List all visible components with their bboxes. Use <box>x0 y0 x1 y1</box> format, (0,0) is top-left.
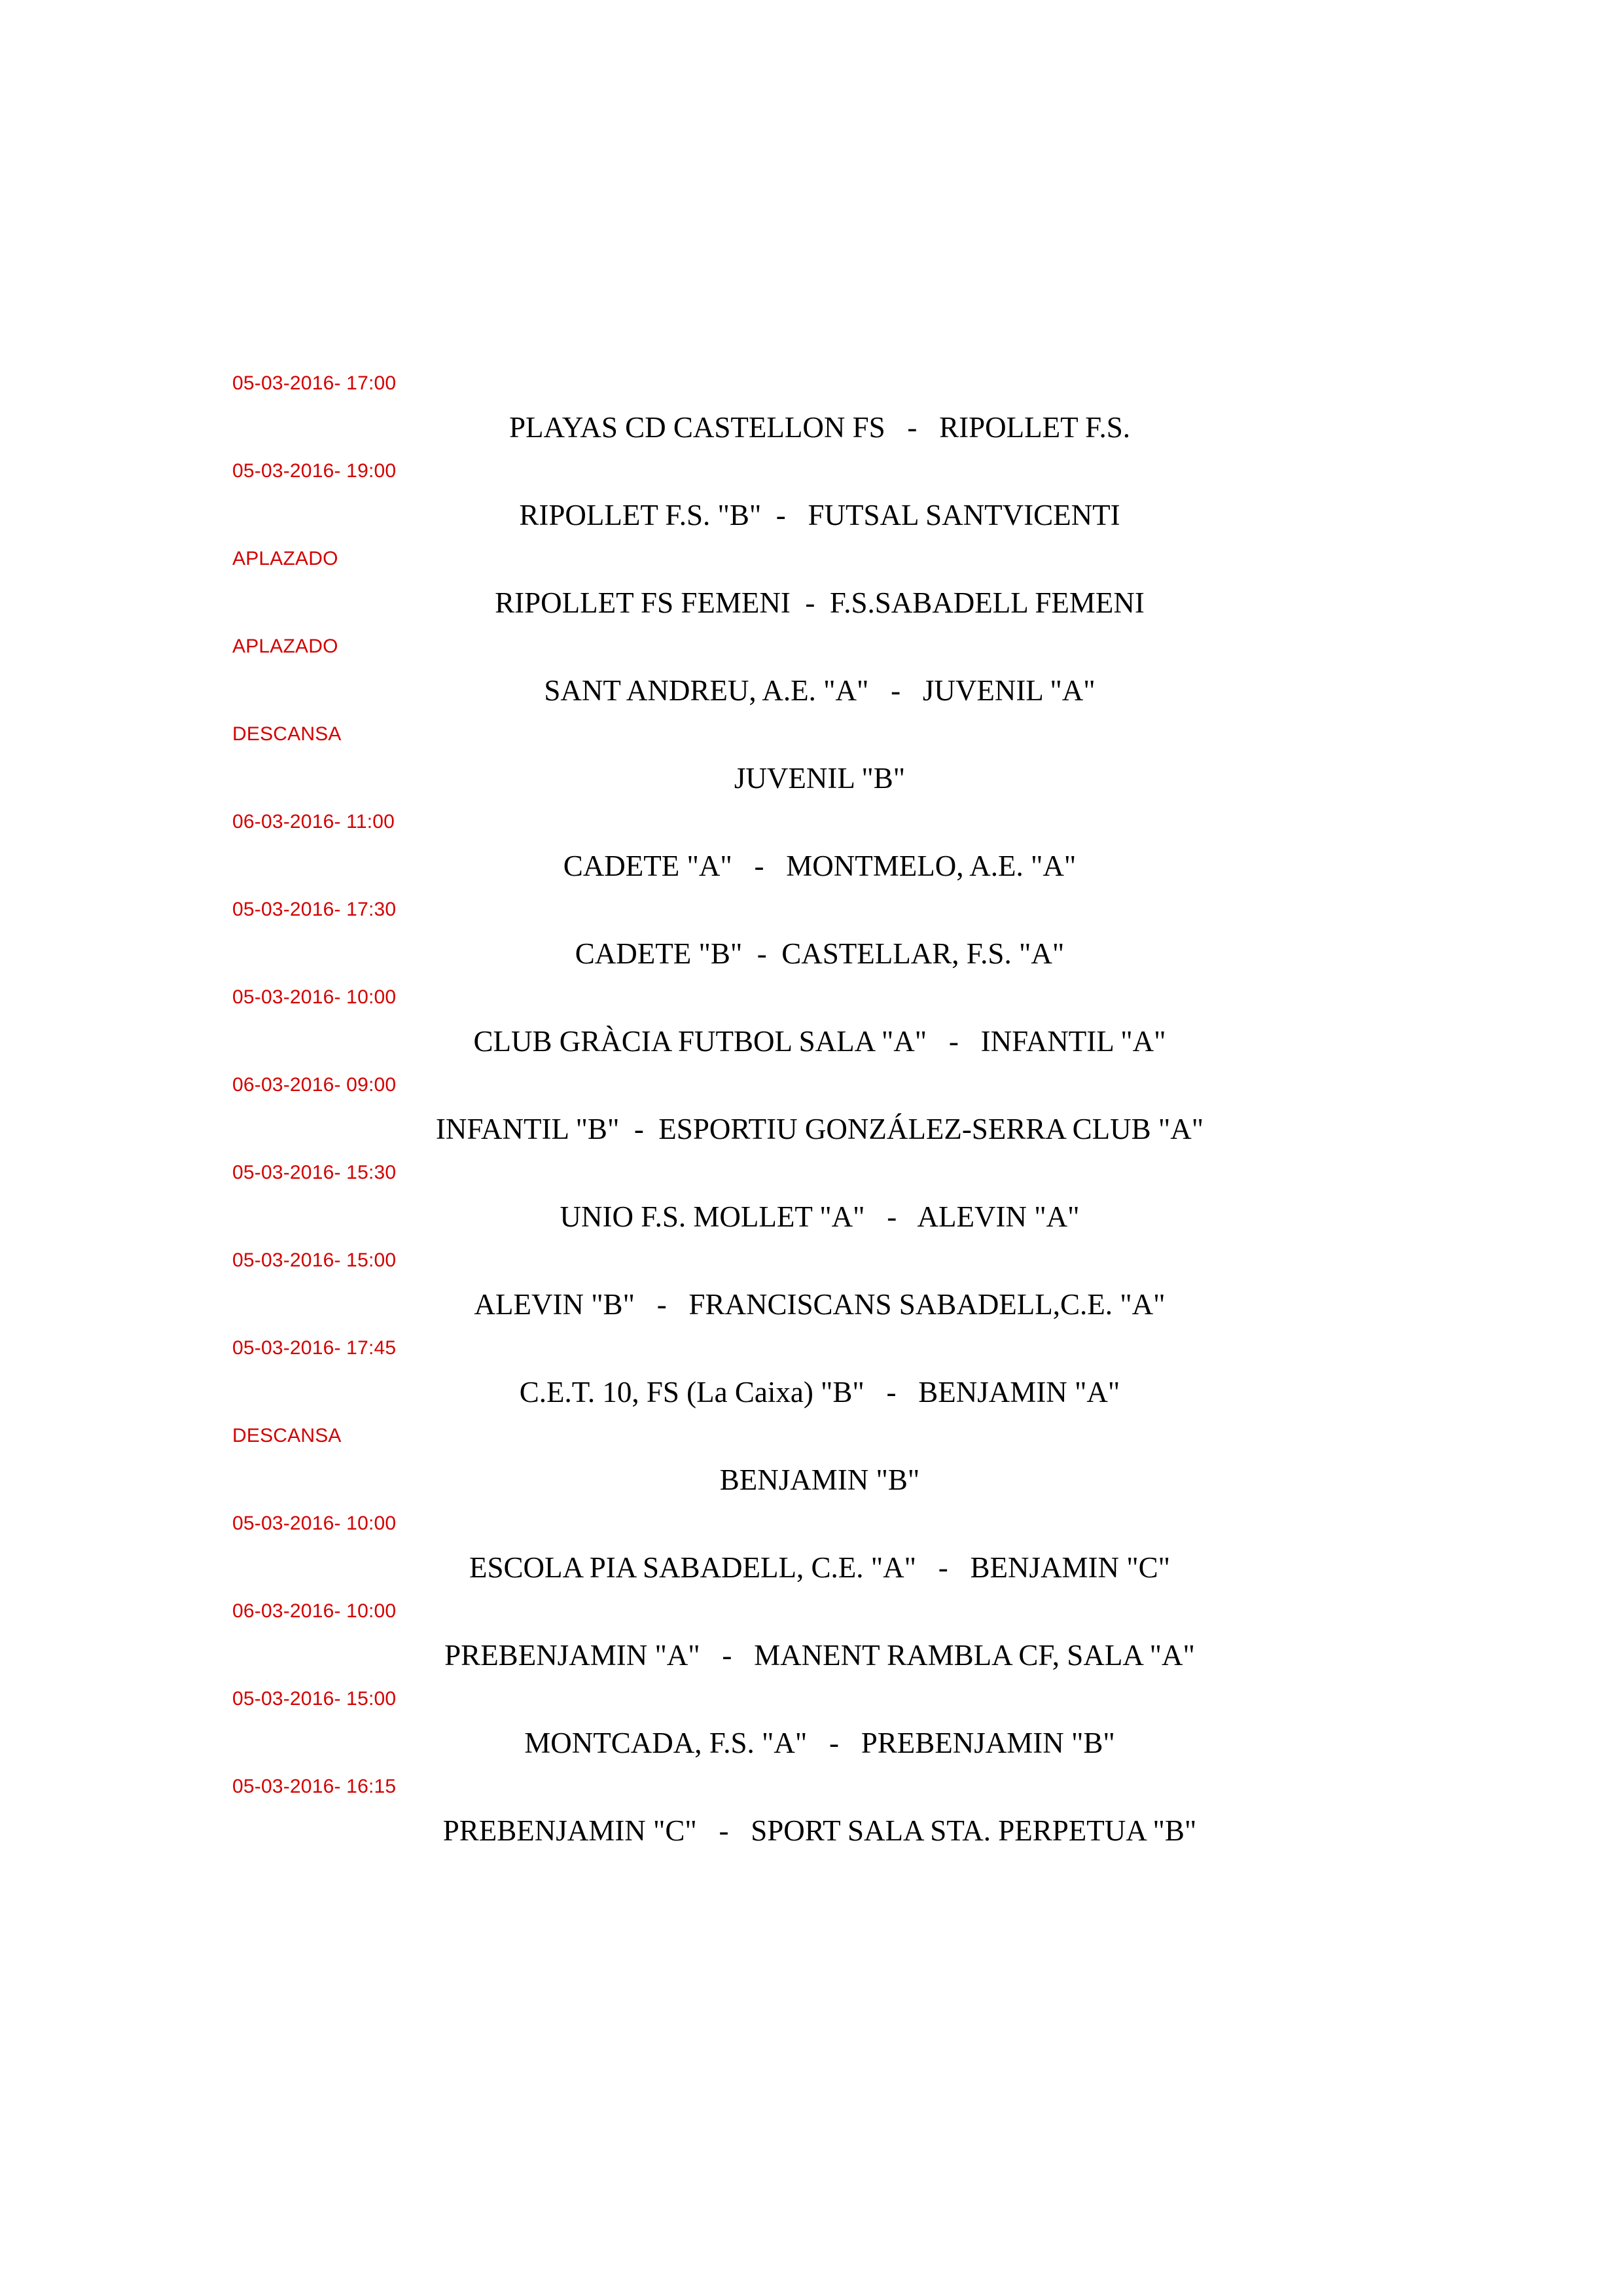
fixture-match: PLAYAS CD CASTELLON FS - RIPOLLET F.S. <box>508 411 1131 444</box>
fixture-datetime: 06-03-2016- 09:00 <box>232 1074 397 1096</box>
fixture-datetime: 06-03-2016- 11:00 <box>232 811 395 833</box>
fixture-datetime: 05-03-2016- 17:30 <box>232 899 397 920</box>
fixture-row <box>232 1770 1407 1857</box>
fixture-list <box>232 367 1407 1857</box>
fixture-datetime: 05-03-2016- 10:00 <box>232 1513 397 1534</box>
fixture-match: MONTCADA, F.S. "A" - PREBENJAMIN "B" <box>524 1727 1115 1759</box>
fixture-match: C.E.T. 10, FS (La Caixa) "B" - BENJAMIN "A" <box>519 1376 1120 1408</box>
fixture-match: PREBENJAMIN "A" - MANENT RAMBLA CF, SALA "A" <box>444 1639 1195 1672</box>
fixture-match: JUVENIL "B" <box>734 762 906 795</box>
fixture-match: ESCOLA PIA SABADELL, C.E. "A" - BENJAMIN "C" <box>469 1551 1171 1584</box>
fixture-datetime: 05-03-2016- 15:00 <box>232 1249 397 1271</box>
fixture-status: APLAZADO <box>232 636 338 657</box>
fixture-row <box>232 630 1407 717</box>
fixture-row <box>232 1419 1407 1507</box>
fixture-row <box>232 1594 1407 1682</box>
fixture-row <box>232 1507 1407 1594</box>
fixture-row <box>232 805 1407 893</box>
fixture-row <box>232 1156 1407 1244</box>
fixture-match: BENJAMIN "B" <box>719 1463 920 1496</box>
fixture-row <box>232 717 1407 805</box>
fixture-datetime: 05-03-2016- 17:45 <box>232 1337 397 1359</box>
fixture-row <box>232 542 1407 630</box>
fixture-status: DESCANSA <box>232 1425 342 1446</box>
fixture-match: SANT ANDREU, A.E. "A" - JUVENIL "A" <box>544 674 1096 707</box>
fixture-match: ALEVIN "B" - FRANCISCANS SABADELL,C.E. "A" <box>474 1288 1166 1321</box>
fixture-row <box>232 893 1407 980</box>
fixture-datetime: 06-03-2016- 10:00 <box>232 1600 397 1622</box>
fixture-match: RIPOLLET FS FEMENI - F.S.SABADELL FEMENI <box>495 586 1145 619</box>
fixture-match: PREBENJAMIN "C" - SPORT SALA STA. PERPETUA "B" <box>442 1814 1197 1847</box>
fixture-row <box>232 1682 1407 1770</box>
fixture-row <box>232 367 1407 454</box>
fixture-match: CADETE "B" - CASTELLAR, F.S. "A" <box>575 937 1065 970</box>
fixture-datetime: 05-03-2016- 10:00 <box>232 986 397 1008</box>
fixture-match: RIPOLLET F.S. "B" - FUTSAL SANTVICENTI <box>519 499 1120 531</box>
fixture-row <box>232 1244 1407 1331</box>
fixture-datetime: 05-03-2016- 15:00 <box>232 1688 397 1710</box>
fixture-row <box>232 454 1407 542</box>
fixture-status: DESCANSA <box>232 723 342 745</box>
fixture-status: APLAZADO <box>232 548 338 569</box>
fixture-row <box>232 1331 1407 1419</box>
fixture-datetime: 05-03-2016- 17:00 <box>232 372 397 394</box>
fixture-match: CADETE "A" - MONTMELO, A.E. "A" <box>563 850 1077 882</box>
fixture-match: CLUB GRÀCIA FUTBOL SALA "A" - INFANTIL "A" <box>473 1025 1166 1058</box>
fixture-row <box>232 1068 1407 1156</box>
fixture-match: INFANTIL "B" - ESPORTIU GONZÁLEZ-SERRA CLUB "A" <box>435 1113 1204 1145</box>
fixture-row <box>232 980 1407 1068</box>
fixture-datetime: 05-03-2016- 16:15 <box>232 1776 397 1797</box>
fixture-datetime: 05-03-2016- 15:30 <box>232 1162 397 1183</box>
fixture-match: UNIO F.S. MOLLET "A" - ALEVIN "A" <box>560 1200 1080 1233</box>
fixture-datetime: 05-03-2016- 19:00 <box>232 460 397 482</box>
